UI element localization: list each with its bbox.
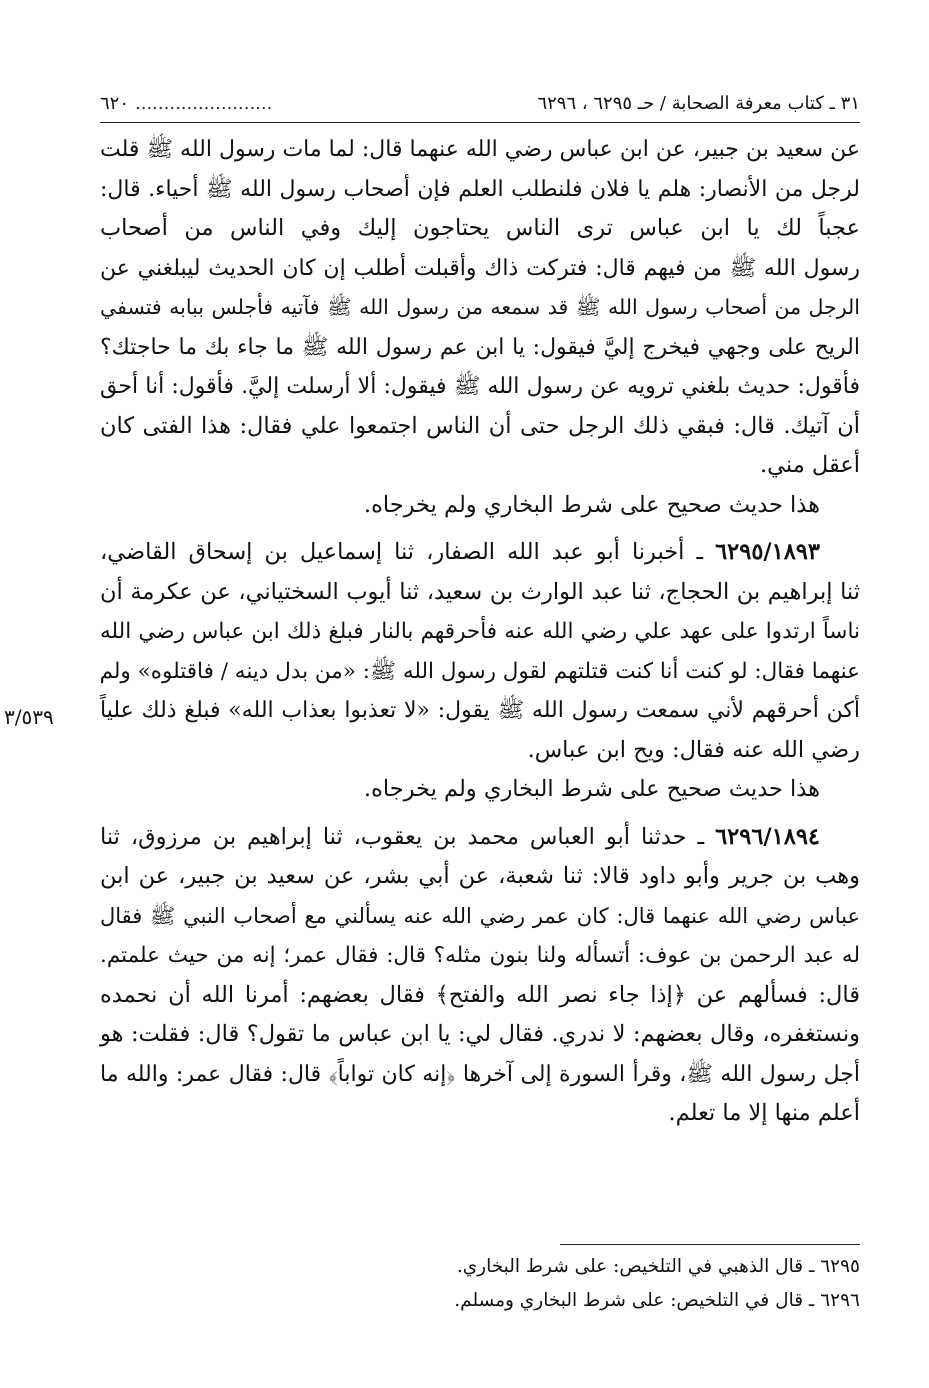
text-line: لرجل من الأنصار: هلم يا فلان فلنطلب العلم فإن أصحاب رسول الله ﷺ أحياء. قال: <box>100 176 860 202</box>
text-line: ـ أخبرنا أبو عبد الله الصفار، ثنا إسماعيل بن إسحاق القاضي، <box>100 539 704 565</box>
main-text <box>100 130 860 1134</box>
text-line: عن سعيد بن جبير، عن ابن عباس رضي الله عنهما قال: لما مات رسول الله ﷺ قلت <box>100 137 860 162</box>
text-line: فأقول: حديث بلغني ترويه عن رسول الله ﷺ فيقول: ألا أرسلت إليَّ. فأقول: أنا أحق <box>100 374 860 399</box>
footnote: ٦٢٩٥ ـ قال الذهبي في التلخيص: على شرط البخاري. <box>456 1256 860 1277</box>
text-line: ونستغفره، وقال بعضهم: لا ندري. فقال لي: يا ابن عباس ما تقول؟ قال: فقلت: هو <box>100 1021 860 1047</box>
text-line: أن آتيك. قال: فبقي ذلك الرجل حتى أن الناس اجتمعوا علي فقال: هذا الفتى كان <box>100 412 860 439</box>
verdict-2: هذا حديث صحيح على شرط البخاري ولم يخرجاه. <box>363 776 820 802</box>
entry-2-first-line <box>100 533 860 573</box>
text-line: أكن أحرقهم لأني سمعت رسول الله ﷺ يقول: «لا تعذبوا بعذاب الله» فبلغ ذلك علياً <box>100 698 860 723</box>
entry-3-first-line <box>100 818 860 858</box>
header-leader-dots: ........................ <box>135 93 273 114</box>
text-line: وهب بن جرير وأبو داود قالا: ثنا شعبة، عن أبي بشر، عن سعيد بن جبير، عن ابن <box>100 863 860 889</box>
entry-3-number: ٦٢٩٦/١٨٩٤ <box>715 823 820 850</box>
text-line: رسول الله ﷺ من فيهم قال: فتركت ذاك وأقبلت أطلب إن كان الحديث ليبلغني عن <box>100 255 860 281</box>
text-line: له عبد الرحمن بن عوف: أتسأله ولنا بنون مثله؟ قال: فقال عمر؛ إنه من حيث علمتم. <box>100 943 860 968</box>
text-line: ـ حدثنا أبو العباس محمد بن يعقوب، ثنا إبراهيم بن مرزوق، ثنا <box>100 823 705 850</box>
text-line: أعقل مني. <box>760 452 860 478</box>
page-number: ٦٢٠ <box>100 93 130 114</box>
text-line: ثنا إبراهيم بن الحجاج، ثنا عبد الوارث بن سعيد، ثنا أيوب السختياني، عن عكرمة أن <box>100 578 860 605</box>
text-line: عجباً لك يا ابن عباس ترى الناس يحتاجون إليك وفي الناس من أصحاب <box>100 215 860 241</box>
header-rule <box>100 122 860 123</box>
text-line: ناساً ارتدوا على عهد علي رضي الله عنه فأحرقهم بالنار فبلغ ذلك ابن عباس رضي الله <box>100 619 860 644</box>
text-line: أجل رسول الله ﷺ، وقرأ السورة إلى آخرها ﴿إنه كان تواباً﴾ قال: فقال عمر: والله ما <box>100 1061 860 1087</box>
header-title: ٣١ ـ كتاب معرفة الصحابة / حـ ٦٢٩٥ ، ٦٢٩٦ <box>537 93 860 114</box>
verdict-1: هذا حديث صحيح على شرط البخاري ولم يخرجاه. <box>363 491 820 518</box>
footnote-rule <box>560 1244 860 1245</box>
footnotes <box>100 1250 860 1318</box>
footnote: ٦٢٩٦ ـ قال في التلخيص: على شرط البخاري ومسلم. <box>454 1290 860 1311</box>
margin-reference: ٣/٥٣٩ <box>4 705 54 729</box>
text-line: أعلم منها إلا ما تعلم. <box>668 1100 860 1126</box>
text-line: قال: فسألهم عن ﴿إذا جاء نصر الله والفتح﴾ فقال بعضهم: أمرنا الله أن نحمده <box>100 981 860 1008</box>
running-header <box>100 92 860 116</box>
text-line: رضي الله عنه فقال: ويح ابن عباس. <box>527 736 860 763</box>
text-line: الرجل من أصحاب رسول الله ﷺ قد سمعه من رسول الله ﷺ فآتيه فأجلس ببابه فتسفي <box>100 295 860 319</box>
entry-2-number: ٦٢٩٥/١٨٩٣ <box>715 539 820 565</box>
text-line: الريح على وجهي فيخرج إليَّ فيقول: يا ابن عم رسول الله ﷺ ما جاء بك ما حاجتك؟ <box>100 334 860 360</box>
text-line: عباس رضي الله عنهما قال: كان عمر رضي الله عنه يسألني مع أصحاب النبي ﷺ فقال <box>100 903 860 928</box>
text-line: عنهما فقال: لو كنت أنا كنت قتلتهم لقول رسول الله ﷺ: «من بدل دينه / فاقتلوه» ولم <box>99 658 860 684</box>
